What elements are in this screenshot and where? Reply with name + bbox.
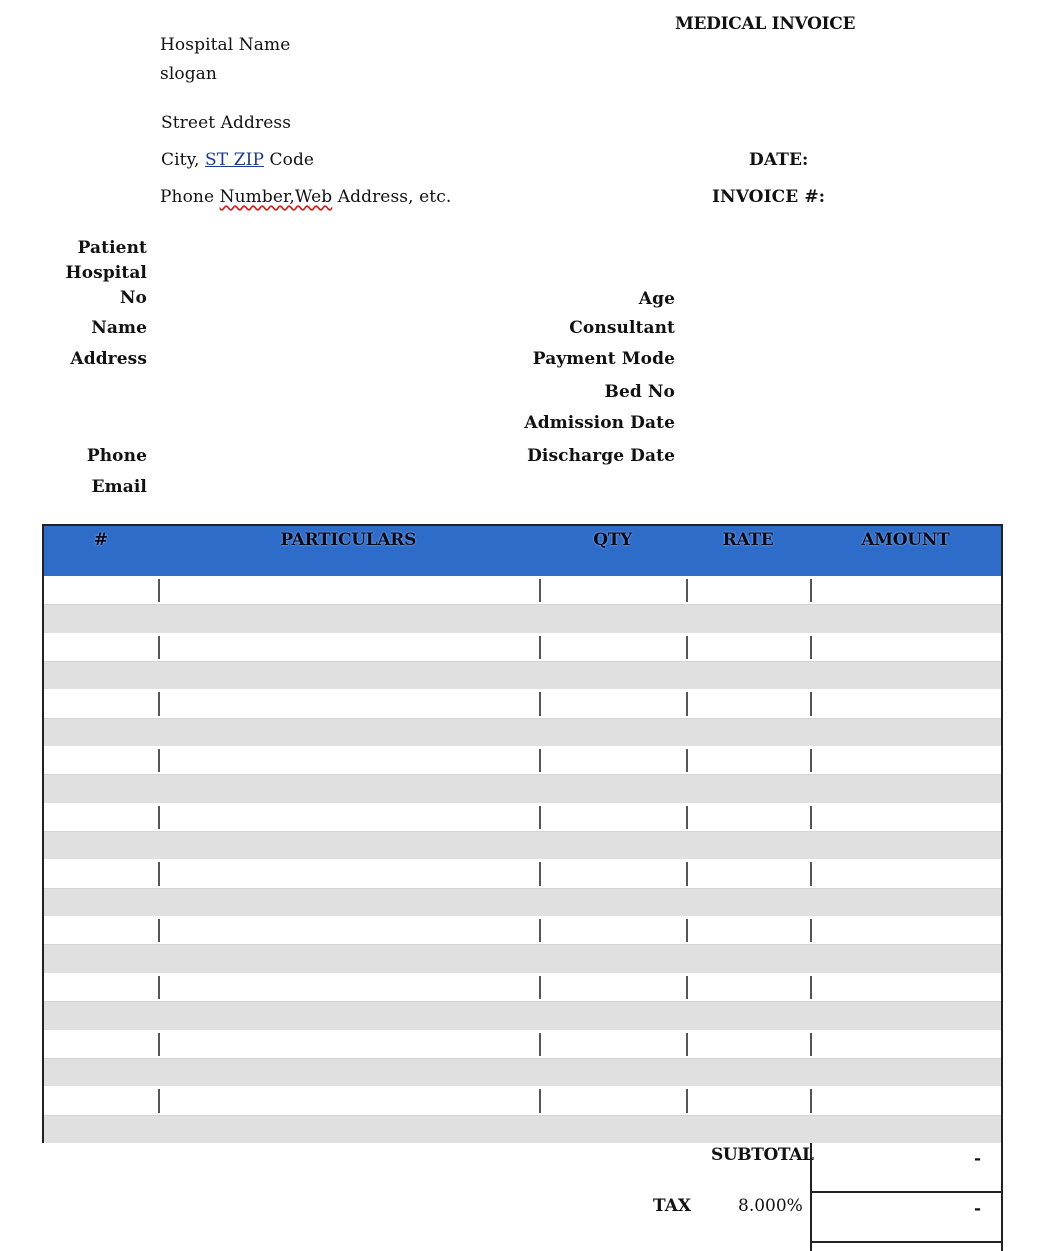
table-cell-rate[interactable]	[686, 576, 809, 604]
table-cell-rate[interactable]	[686, 803, 809, 831]
no-label: No	[119, 288, 147, 308]
table-cell-amount[interactable]	[810, 662, 1001, 689]
table-row	[44, 831, 1001, 859]
table-cell-particulars[interactable]	[158, 719, 539, 746]
table-cell-number[interactable]	[44, 973, 158, 1001]
table-row	[44, 859, 1001, 887]
invoice-items-table	[42, 524, 1003, 1143]
table-cell-particulars[interactable]	[158, 973, 539, 1001]
table-cell-amount[interactable]	[810, 633, 1001, 661]
patient-label: Patient	[77, 238, 147, 258]
street-address[interactable]: Street Address	[161, 113, 292, 133]
table-row	[44, 916, 1001, 944]
table-cell-rate[interactable]	[686, 633, 809, 661]
age-label: Age	[638, 289, 675, 309]
table-body	[42, 576, 1003, 1143]
date-label: DATE:	[749, 150, 809, 170]
hospital-label: Hospital	[65, 263, 147, 283]
table-cell-rate[interactable]	[686, 746, 809, 774]
table-cell-amount[interactable]	[810, 803, 1001, 831]
table-cell-qty[interactable]	[539, 576, 686, 604]
table-cell-number[interactable]	[44, 803, 158, 831]
column-header-particulars: PARTICULARS	[280, 530, 417, 550]
spellcheck-flagged-text: Number,Web	[219, 187, 333, 207]
table-row	[44, 803, 1001, 831]
phone-web-address[interactable]	[160, 187, 451, 207]
table-row	[44, 1086, 1001, 1114]
table-cell-amount[interactable]	[810, 945, 1001, 972]
table-cell-number[interactable]	[44, 662, 158, 689]
table-row	[44, 604, 1001, 632]
table-cell-particulars[interactable]	[158, 1030, 539, 1058]
discharge-date-label: Discharge Date	[527, 446, 675, 466]
table-cell-qty[interactable]	[539, 775, 686, 802]
table-cell-rate[interactable]	[686, 832, 809, 859]
table-cell-rate[interactable]	[686, 1059, 809, 1086]
table-row	[44, 576, 1001, 604]
table-cell-particulars[interactable]	[158, 803, 539, 831]
table-row	[44, 1030, 1001, 1058]
bed-no-label: Bed No	[604, 382, 675, 402]
subtotal-cell[interactable]	[812, 1143, 1001, 1193]
name-label: Name	[91, 318, 147, 338]
hospital-name[interactable]: Hospital Name	[160, 35, 291, 55]
hospital-slogan[interactable]: slogan	[160, 64, 217, 84]
invoice-title: MEDICAL INVOICE	[675, 14, 856, 34]
table-row	[44, 1115, 1001, 1143]
table-cell-qty[interactable]	[539, 746, 686, 774]
column-header-amount: AMOUNT	[861, 530, 950, 550]
table-cell-amount[interactable]	[810, 1030, 1001, 1058]
table-cell-qty[interactable]	[539, 1116, 686, 1143]
table-cell-amount[interactable]	[810, 1002, 1001, 1029]
table-cell-particulars[interactable]	[158, 633, 539, 661]
table-cell-amount[interactable]	[810, 719, 1001, 746]
table-cell-qty[interactable]	[539, 1059, 686, 1086]
column-header-rate: RATE	[722, 530, 774, 550]
payment-mode-label: Payment Mode	[532, 349, 675, 369]
table-cell-particulars[interactable]	[158, 1086, 539, 1114]
table-cell-number[interactable]	[44, 859, 158, 887]
table-row	[44, 774, 1001, 802]
table-cell-amount[interactable]	[810, 1116, 1001, 1143]
table-cell-number[interactable]	[44, 689, 158, 717]
table-cell-amount[interactable]	[810, 859, 1001, 887]
table-cell-number[interactable]	[44, 1086, 158, 1114]
table-cell-rate[interactable]	[686, 1116, 809, 1143]
phone-label: Phone	[86, 446, 147, 466]
table-cell-particulars[interactable]	[158, 832, 539, 859]
table-row	[44, 944, 1001, 972]
table-cell-amount[interactable]	[810, 746, 1001, 774]
table-cell-number[interactable]	[44, 576, 158, 604]
table-cell-particulars[interactable]	[158, 945, 539, 972]
email-label: Email	[91, 477, 147, 497]
table-cell-rate[interactable]	[686, 973, 809, 1001]
table-cell-qty[interactable]	[539, 916, 686, 944]
table-cell-amount[interactable]	[810, 889, 1001, 916]
totals-box	[810, 1143, 1003, 1251]
state-zip-link[interactable]: ST ZIP	[205, 150, 264, 170]
table-cell-qty[interactable]	[539, 689, 686, 717]
table-cell-rate[interactable]	[686, 775, 809, 802]
invoice-number-label: INVOICE #:	[712, 187, 826, 207]
table-cell-particulars[interactable]	[158, 689, 539, 717]
table-cell-number[interactable]	[44, 832, 158, 859]
tax-rate[interactable]: 8.000%	[738, 1196, 803, 1216]
table-cell-particulars[interactable]	[158, 775, 539, 802]
table-cell-number[interactable]	[44, 775, 158, 802]
column-header-qty: QTY	[593, 530, 632, 550]
table-cell-number[interactable]	[44, 1059, 158, 1086]
table-cell-rate[interactable]	[686, 916, 809, 944]
table-cell-rate[interactable]	[686, 719, 809, 746]
tax-label: TAX	[653, 1196, 692, 1216]
admission-date-label: Admission Date	[524, 413, 675, 433]
tax-cell[interactable]	[812, 1193, 1001, 1243]
table-row	[44, 973, 1001, 1001]
table-cell-number[interactable]	[44, 719, 158, 746]
table-cell-number[interactable]	[44, 916, 158, 944]
table-header	[42, 524, 1003, 576]
table-cell-number[interactable]	[44, 1030, 158, 1058]
table-row	[44, 746, 1001, 774]
table-cell-amount[interactable]	[810, 1086, 1001, 1114]
column-header-number: #	[93, 530, 108, 550]
table-cell-number[interactable]	[44, 889, 158, 916]
table-cell-amount[interactable]	[810, 1059, 1001, 1086]
table-cell-particulars[interactable]	[158, 1059, 539, 1086]
table-row	[44, 633, 1001, 661]
city-state-zip[interactable]	[161, 150, 314, 170]
table-cell-particulars[interactable]	[158, 859, 539, 887]
table-cell-amount[interactable]	[810, 832, 1001, 859]
table-cell-rate[interactable]	[686, 859, 809, 887]
table-cell-amount[interactable]	[810, 576, 1001, 604]
table-cell-rate[interactable]	[686, 1086, 809, 1114]
table-cell-amount[interactable]	[810, 605, 1001, 632]
city-suffix: Code	[264, 150, 315, 170]
table-cell-particulars[interactable]	[158, 1002, 539, 1029]
table-row	[44, 1058, 1001, 1086]
table-cell-rate[interactable]	[686, 662, 809, 689]
table-cell-number[interactable]	[44, 1116, 158, 1143]
table-cell-rate[interactable]	[686, 1002, 809, 1029]
table-cell-qty[interactable]	[539, 945, 686, 972]
phone-suffix: Address, etc.	[332, 187, 452, 207]
table-cell-qty[interactable]	[539, 1086, 686, 1114]
table-row	[44, 689, 1001, 717]
table-cell-amount[interactable]	[810, 916, 1001, 944]
table-cell-rate[interactable]	[686, 945, 809, 972]
table-row	[44, 661, 1001, 689]
table-cell-number[interactable]	[44, 746, 158, 774]
table-cell-qty[interactable]	[539, 889, 686, 916]
table-cell-amount[interactable]	[810, 973, 1001, 1001]
table-cell-rate[interactable]	[686, 889, 809, 916]
table-cell-qty[interactable]	[539, 1030, 686, 1058]
table-cell-qty[interactable]	[539, 662, 686, 689]
table-row	[44, 718, 1001, 746]
table-cell-rate[interactable]	[686, 605, 809, 632]
consultant-label: Consultant	[569, 318, 675, 338]
tax-value: -	[973, 1199, 981, 1219]
subtotal-label: SUBTOTAL	[711, 1145, 814, 1165]
table-row	[44, 1001, 1001, 1029]
table-cell-qty[interactable]	[539, 1002, 686, 1029]
table-cell-number[interactable]	[44, 1002, 158, 1029]
table-cell-amount[interactable]	[810, 775, 1001, 802]
table-cell-particulars[interactable]	[158, 662, 539, 689]
table-cell-particulars[interactable]	[158, 916, 539, 944]
table-cell-particulars[interactable]	[158, 746, 539, 774]
table-cell-qty[interactable]	[539, 605, 686, 632]
table-row	[44, 888, 1001, 916]
table-cell-number[interactable]	[44, 605, 158, 632]
table-cell-qty[interactable]	[539, 973, 686, 1001]
table-cell-particulars[interactable]	[158, 605, 539, 632]
city-prefix: City,	[161, 150, 206, 170]
table-cell-number[interactable]	[44, 633, 158, 661]
table-cell-qty[interactable]	[539, 832, 686, 859]
address-label: Address	[70, 349, 147, 369]
table-cell-qty[interactable]	[539, 803, 686, 831]
table-cell-particulars[interactable]	[158, 576, 539, 604]
table-cell-number[interactable]	[44, 945, 158, 972]
table-cell-particulars[interactable]	[158, 889, 539, 916]
subtotal-value: -	[973, 1149, 981, 1169]
table-cell-qty[interactable]	[539, 859, 686, 887]
table-cell-rate[interactable]	[686, 1030, 809, 1058]
table-cell-rate[interactable]	[686, 689, 809, 717]
table-cell-qty[interactable]	[539, 719, 686, 746]
table-cell-particulars[interactable]	[158, 1116, 539, 1143]
table-cell-amount[interactable]	[810, 689, 1001, 717]
table-cell-qty[interactable]	[539, 633, 686, 661]
phone-prefix: Phone	[160, 187, 220, 207]
